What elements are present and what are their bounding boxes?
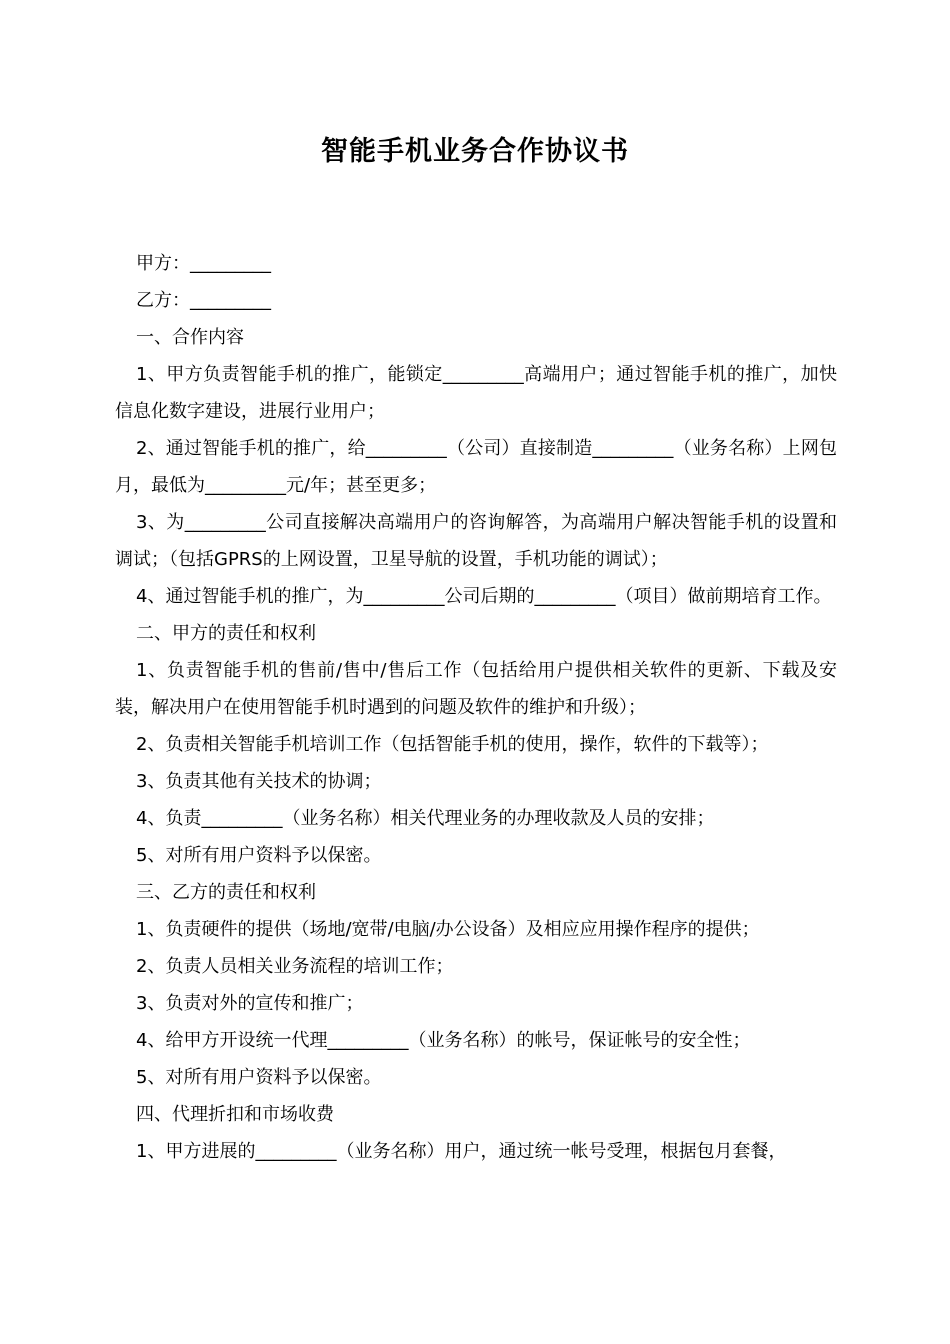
clause: 4、通过智能手机的推广，为_________公司后期的_________（项目）做前期培育工作。 — [136, 586, 832, 607]
clause: 2、通过智能手机的推广，给_________（公司）直接制造_________（业务名称）上网包月，最低为_________元/年；甚至更多； — [115, 438, 837, 496]
clause: 2、负责相关智能手机培训工作（包括智能手机的使用，操作，软件的下载等）； — [136, 734, 769, 755]
clause: 5、对所有用户资料予以保密。 — [136, 1067, 382, 1088]
clause: 1、负责硬件的提供（场地/宽带/电脑/办公设备）及相应应用操作程序的提供； — [136, 919, 760, 940]
section-heading-party-a: 二、甲方的责任和权利 — [136, 623, 316, 644]
party-b-line: 乙方：_________ — [136, 290, 271, 311]
clause: 2、负责人员相关业务流程的培训工作； — [136, 956, 454, 977]
section-heading-party-b: 三、乙方的责任和权利 — [136, 882, 316, 903]
clause: 4、给甲方开设统一代理_________（业务名称）的帐号，保证帐号的安全性； — [136, 1030, 751, 1051]
section-heading-discount: 四、代理折扣和市场收费 — [136, 1104, 334, 1125]
clause: 3、为_________公司直接解决高端用户的咨询解答，为高端用户解决智能手机的设置和调试；（包括GPRS的上网设置，卫星导航的设置，手机功能的调试）； — [115, 512, 837, 570]
document-title: 智能手机业务合作协议书 — [321, 136, 629, 167]
clause: 3、负责其他有关技术的协调； — [136, 771, 382, 792]
clause: 1、负责智能手机的售前/售中/售后工作（包括给用户提供相关软件的更新、下载及安装，解决用户在使用智能手机时遇到的问题及软件的维护和升级）； — [115, 660, 837, 718]
clause: 5、对所有用户资料予以保密。 — [136, 845, 382, 866]
clause: 4、负责_________（业务名称）相关代理业务的办理收款及人员的安排； — [136, 808, 715, 829]
party-a-line: 甲方：_________ — [136, 253, 271, 274]
document-body — [115, 245, 837, 1170]
clause: 1、甲方进展的_________（业务名称）用户，通过统一帐号受理，根据包月套餐， — [136, 1141, 787, 1162]
clause: 1、甲方负责智能手机的推广，能锁定_________高端用户；通过智能手机的推广，加快信息化数字建设，进展行业用户； — [115, 364, 837, 422]
clause: 3、负责对外的宣传和推广； — [136, 993, 364, 1014]
section-heading-cooperation: 一、合作内容 — [136, 327, 244, 348]
